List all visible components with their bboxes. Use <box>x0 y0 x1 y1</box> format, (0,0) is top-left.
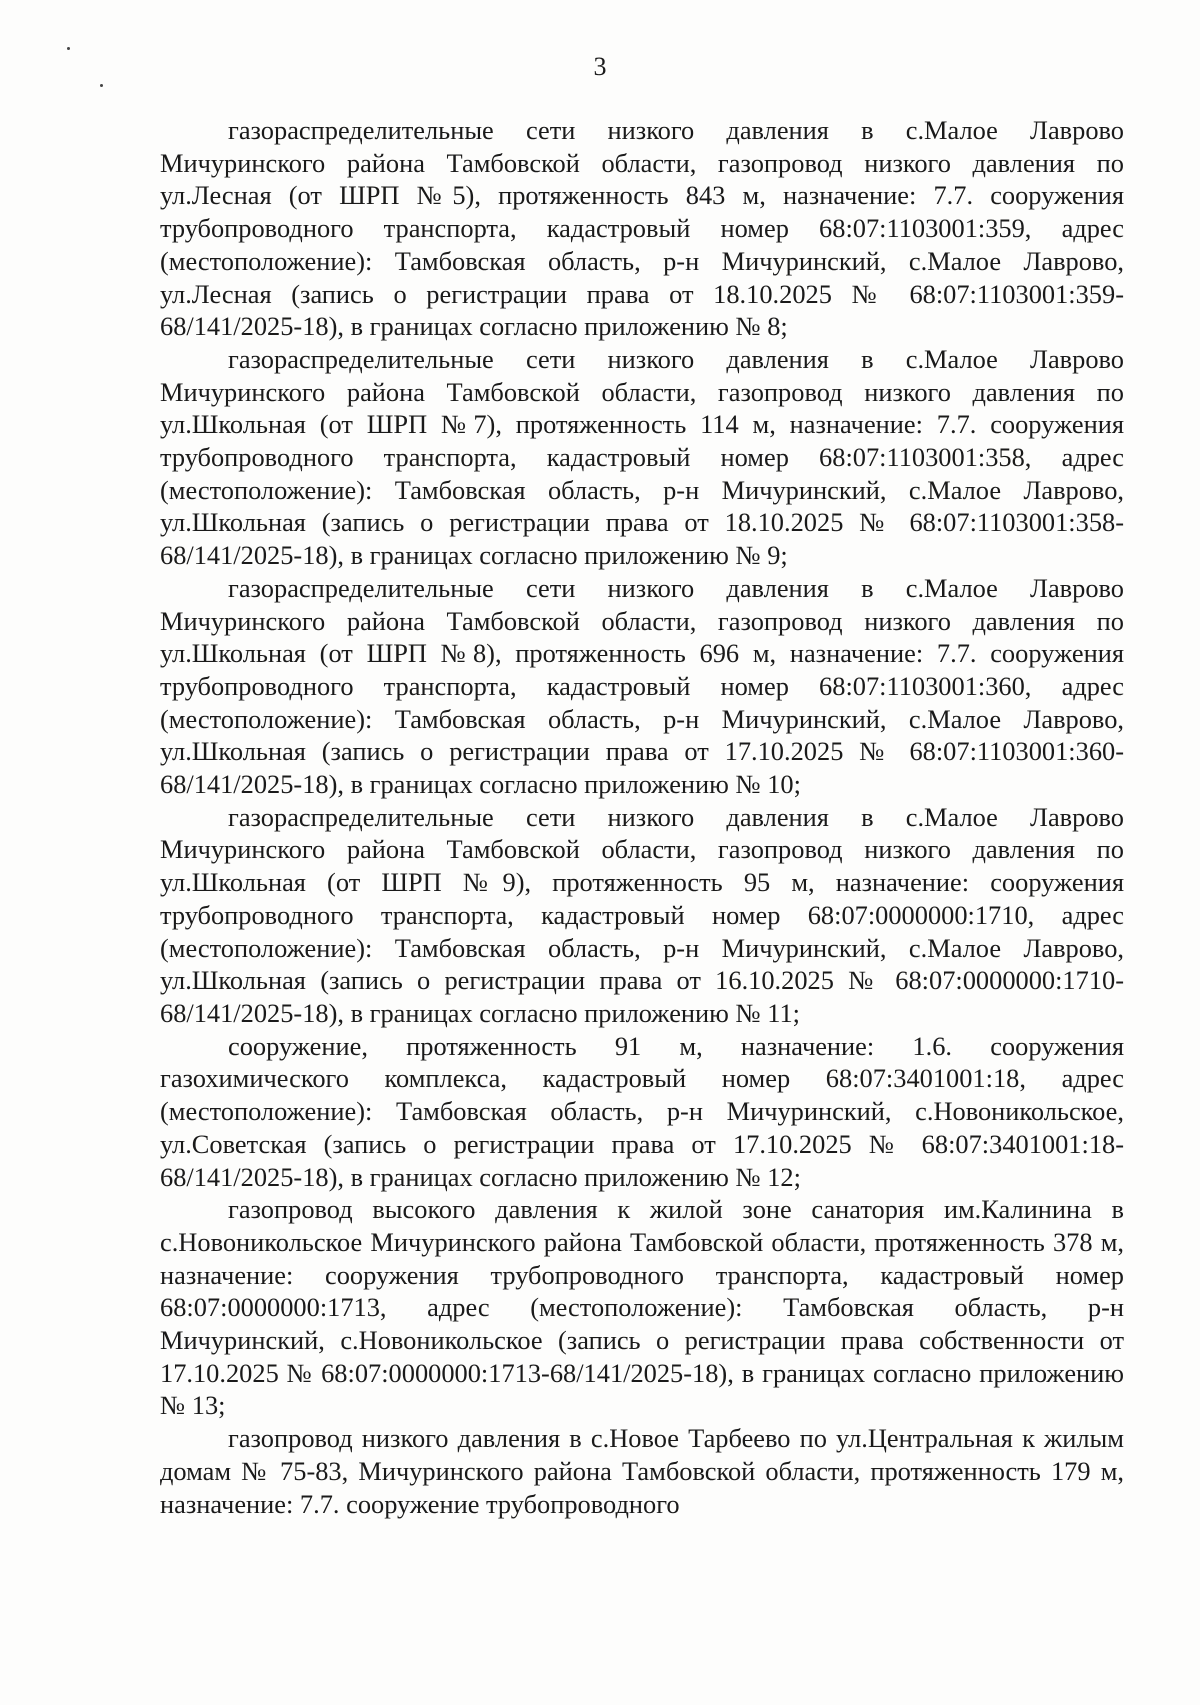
paragraph-low-pressure-tarbeevo: газопровод низкого давления в с.Новое Тарбеево по ул.Центральная к жилым домам № 75-83, Мичуринского района Тамбовской области, протяженность 179 м, назначение: 7.7. сооружение трубопроводного <box>160 1423 1124 1519</box>
paragraph-gas-network-shkolnaya-7: газораспределительные сети низкого давления в с.Малое Лаврово Мичуринского района Тамбовской области, газопровод низкого давления по ул.Школьная (от ШРП №7), протяженность 114 м, назначение: 7.7. сооружения трубопроводного транспорта, кадастровый номер 68:07:1103001:358, адрес (местоположение): Тамбовская область, р-н Мичуринский, с.Малое Лаврово, ул.Школьная (запись о регистрации права от 18.10.2025 № 68:07:1103001:358-68/141/2025-18), в границах согласно приложению № 9; <box>160 343 1124 571</box>
paragraph-gas-network-lesnaya: газораспределительные сети низкого давления в с.Малое Лаврово Мичуринского района Тамбовской области, газопровод низкого давления по ул.Лесная (от ШРП №5), протяженность 843 м, назначение: 7.7. сооружения трубопроводного транспорта, кадастровый номер 68:07:1103001:359, адрес (местоположение): Тамбовская область, р-н Мичуринский, с.Малое Лаврово, ул.Лесная (запись о регистрации права от 18.10.2025 № 68:07:1103001:359-68/141/2025-18), в границах согласно приложению № 8; <box>160 115 1124 342</box>
page-number: 3 <box>593 52 607 81</box>
paragraph-gas-network-shkolnaya-9: газораспределительные сети низкого давления в с.Малое Лаврово Мичуринского района Тамбовской области, газопровод низкого давления по ул.Школьная (от ШРП №9), протяженность 95 м, назначение: сооружения трубопроводного транспорта, кадастровый номер 68:07:0000000:1710, адрес (местоположение): Тамбовская область, р-н Мичуринский, с.Малое Лаврово, ул.Школьная (запись о регистрации права от 16.10.2025 № 68:07:0000000:1710-68/141/2025-18), в границах согласно приложению № 11; <box>160 801 1124 1028</box>
document-body <box>160 114 1124 1520</box>
paragraph-high-pressure-pipeline: газопровод высокого давления к жилой зоне санатория им.Калинина в с.Новоникольское Мичуринского района Тамбовской области, протяженность 378 м, назначение: сооружения трубопроводного транспорта, кадастровый номер 68:07:0000000:1713, адрес (местоположение): Тамбовская область, р-н Мичуринский, с.Новоникольское (запись о регистрации права собственности от 17.10.2025 № 68:07:0000000:1713-68/141/2025-18), в границах согласно приложению № 13; <box>160 1194 1124 1421</box>
scan-speck <box>100 84 103 87</box>
paragraph-gas-network-shkolnaya-8: газораспределительные сети низкого давления в с.Малое Лаврово Мичуринского района Тамбовской области, газопровод низкого давления по ул.Школьная (от ШРП №8), протяженность 696 м, назначение: 7.7. сооружения трубопроводного транспорта, кадастровый номер 68:07:1103001:360, адрес (местоположение): Тамбовская область, р-н Мичуринский, с.Малое Лаврово, ул.Школьная (запись о регистрации права от 17.10.2025 № 68:07:1103001:360-68/141/2025-18), в границах согласно приложению № 10; <box>160 572 1124 800</box>
paragraph-structure-sovetskaya: сооружение, протяженность 91 м, назначение: 1.6. сооружения газохимического комплекса, кадастровый номер 68:07:3401001:18, адрес (местоположение): Тамбовская область, р-н Мичуринский, с.Новоникольское, ул.Советская (запись о регистрации права от 17.10.2025 № 68:07:3401001:18-68/141/2025-18), в границах согласно приложению № 12; <box>160 1030 1124 1192</box>
scan-speck <box>67 47 70 50</box>
